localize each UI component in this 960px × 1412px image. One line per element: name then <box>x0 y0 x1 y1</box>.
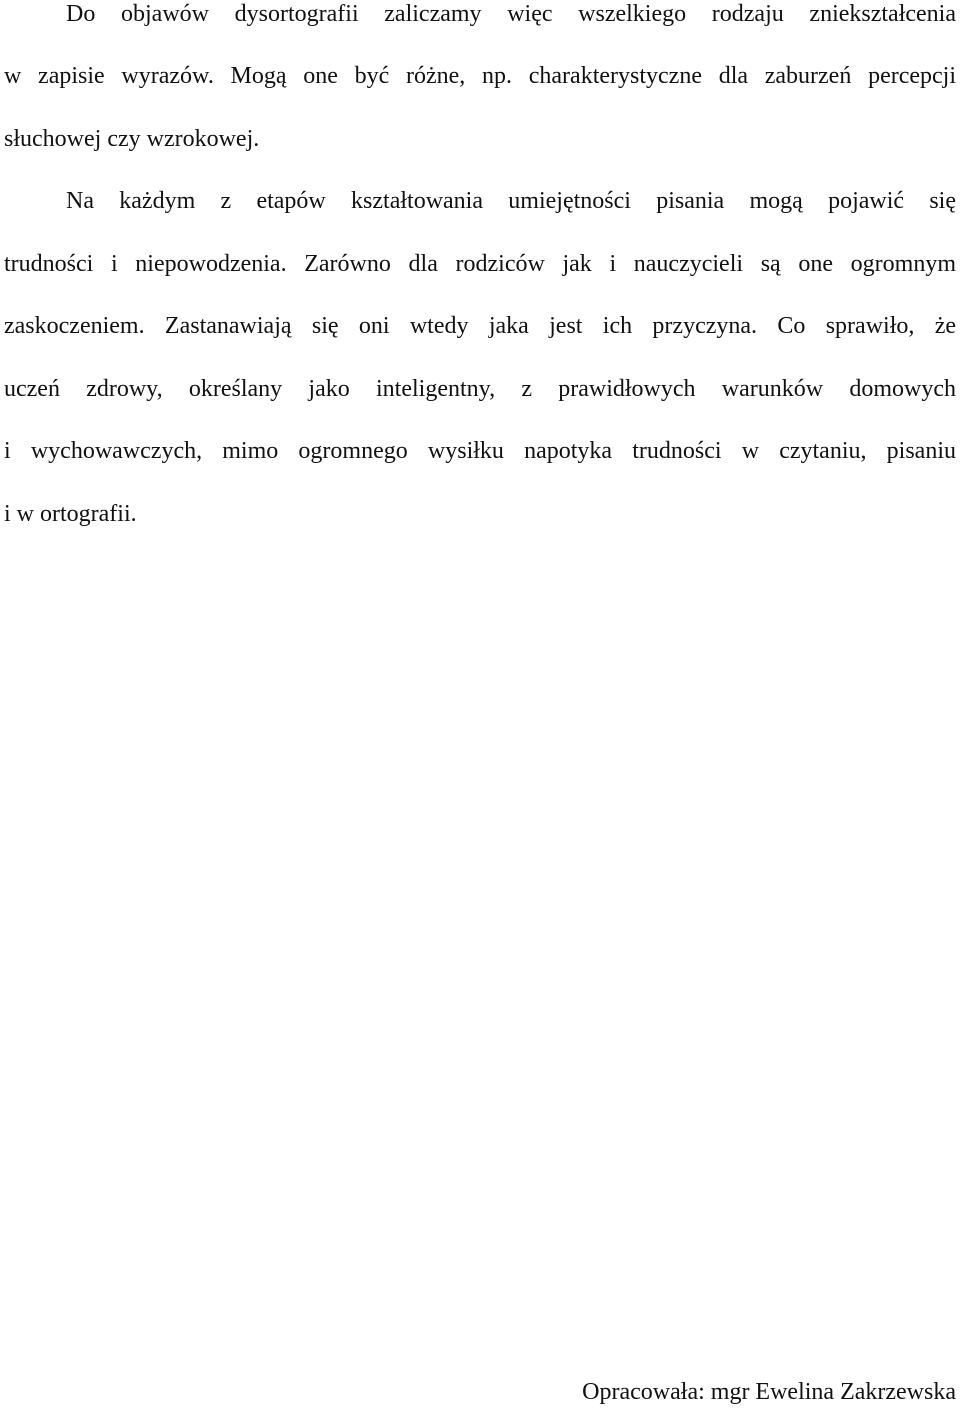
paragraph-2-line-1: Na każdym z etapów kształtowania umiejętności pisania mogą pojawić się <box>66 188 956 214</box>
author-signature: Opracowała: mgr Ewelina Zakrzewska <box>582 1379 956 1405</box>
paragraph-2-line-6: i w ortografii. <box>4 501 137 527</box>
paragraph-2-line-2: trudności i niepowodzenia. Zarówno dla rodziców jak i nauczycieli są one ogromnym <box>4 251 956 277</box>
paragraph-1-line-2: w zapisie wyrazów. Mogą one być różne, np. charakterystyczne dla zaburzeń percepcji <box>4 63 956 89</box>
paragraph-2-line-4: uczeń zdrowy, określany jako inteligentny, z prawidłowych warunków domowych <box>4 376 956 402</box>
paragraph-1-line-1: Do objawów dysortografii zaliczamy więc wszelkiego rodzaju zniekształcenia <box>66 1 956 27</box>
paragraph-1-line-3: słuchowej czy wzrokowej. <box>4 126 260 152</box>
paragraph-2-line-5: i wychowawczych, mimo ogromnego wysiłku napotyka trudności w czytaniu, pisaniu <box>4 438 956 464</box>
paragraph-2-line-3: zaskoczeniem. Zastanawiają się oni wtedy jaka jest ich przyczyna. Co sprawiło, że <box>4 313 956 339</box>
